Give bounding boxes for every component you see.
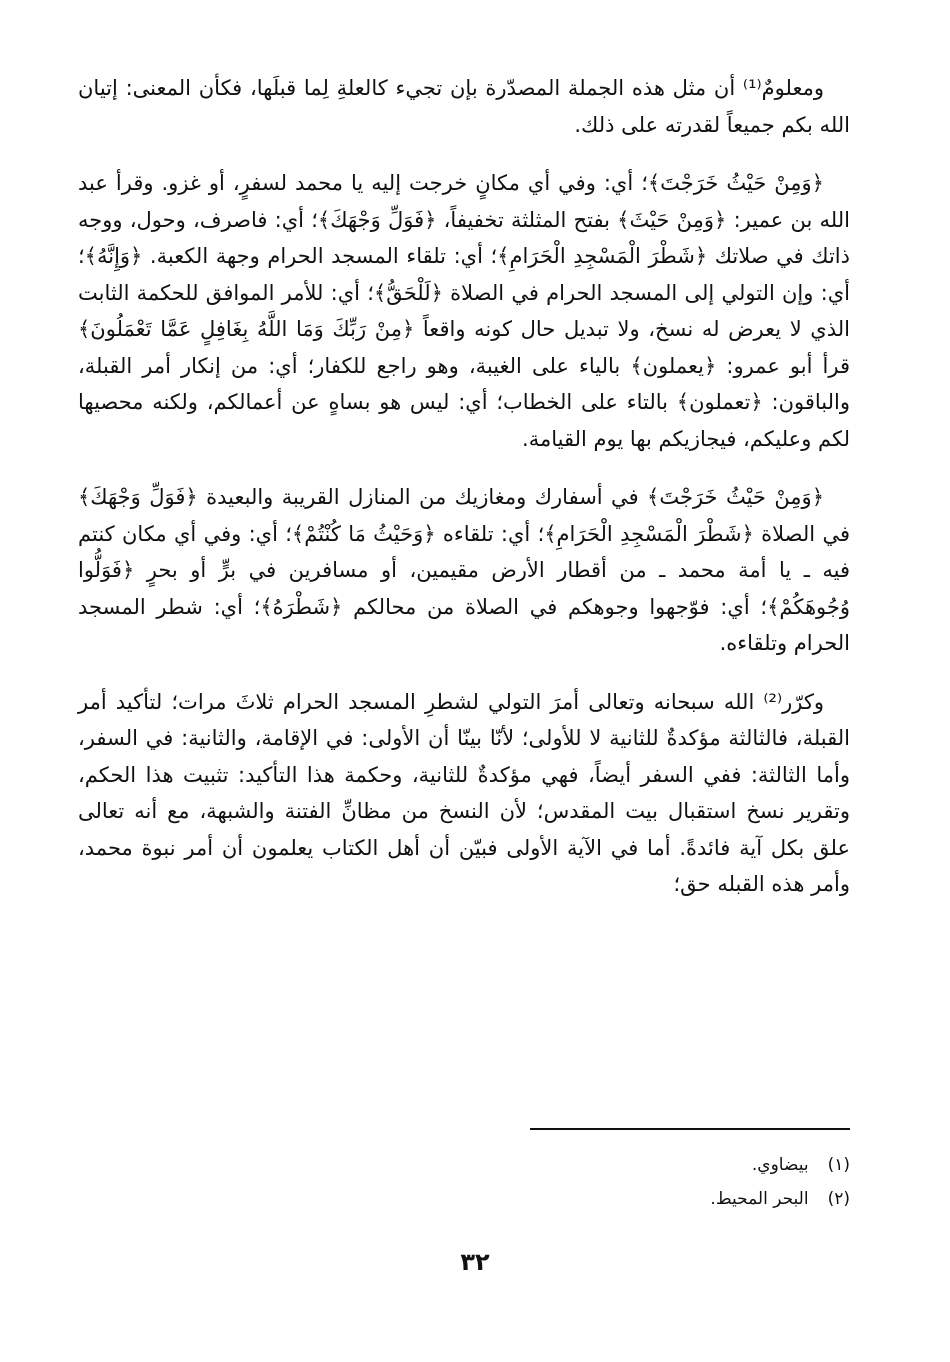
footnotes: [250, 1148, 850, 1216]
main-text: [78, 70, 850, 903]
footnote-number: (١): [827, 1155, 850, 1175]
footnote-text: بيضاوي.: [751, 1155, 809, 1175]
footnote-2: [250, 1182, 850, 1216]
paragraph-3: ﴿وَمِنْ حَيْثُ خَرَجْتَ﴾ في أسفارك ومغازيك من المنازل القريبة والبعيدة ﴿فَوَلِّ وَجْهَكَ﴾ في الصلاة ﴿شَطْرَ الْمَسْجِدِ الْحَرَامِ﴾؛ أي: تلقاءه ﴿وَحَيْثُ مَا كُنْتُمْ﴾؛ أي: وفي أي مكان كنتم فيه ـ يا أمة محمد ـ من أقطار الأرض مقيمين، أو مسافرين في برٍّ أو بحرٍ ﴿فَوَلُّوا وُجُوهَكُمْ﴾؛ أي: فوّجهوا وجوهكم في الصلاة من محالكم ﴿شَطْرَهُ﴾؛ أي: شطر المسجد الحرام وتلقاءه.: [78, 485, 850, 655]
footnote-text: البحر المحيط.: [710, 1189, 809, 1209]
footnote-separator: [530, 1128, 850, 1130]
footnote-1: [250, 1148, 850, 1182]
paragraph-1: ومعلومٌ⁽¹⁾ أن مثل هذه الجملة المصدّرة بإن تجيء كالعلةِ لِما قبلَها، فكأن المعنى: إتيان الله بكم جميعاً لقدرته على ذلك.: [78, 76, 850, 137]
paragraph-4: وكرّر⁽²⁾ الله سبحانه وتعالى أمرَ التولي لشطرِ المسجد الحرام ثلاثَ مرات؛ لتأكيد أمر القبلة، فالثالثة مؤكدةٌ للثانية لا للأولى؛ لأنّا بينّا أن الأولى: في الإقامة، والثانية: في السفر، وأما الثالثة: ففي السفر أيضاً، فهي مؤكدةٌ للثانية، وحكمة هذا التأكيد: تثبيت هذا الحكم، وتقرير نسخ استقبال بيت المقدس؛ لأن النسخ من مظانِّ الفتنة والشبهة، مع أنه تعالى علق بكل آية فائدةً. أما في الآية الأولى فبيّن أن أهل الكتاب يعلمون أن أمر نبوة محمد، وأمر هذه القبله حق؛: [78, 689, 850, 896]
page-number: ٣٢: [460, 1248, 490, 1276]
footnote-number: (٢): [827, 1189, 850, 1209]
paragraph-2: ﴿وَمِنْ حَيْثُ خَرَجْتَ﴾؛ أي: وفي أي مكانٍ خرجت إليه يا محمد لسفرٍ، أو غزو. وقرأ عبد الله بن عمير: ﴿وَمِنْ حَيْثَ﴾ بفتح المثلثة تخفيفاً، ﴿فَوَلِّ وَجْهَكَ﴾؛ أي: فاصرف، وحول، ووجه ذاتك في صلاتك ﴿شَطْرَ الْمَسْجِدِ الْحَرَامِ﴾؛ أي: تلقاء المسجد الحرام وجهة الكعبة. ﴿وَإِنَّهُ﴾؛ أي: وإن التولي إلى المسجد الحرام في الصلاة ﴿لَلْحَقُّ﴾؛ أي: للأمر الموافق للحكمة الثابت الذي لا يعرض له نسخ، ولا تبديل حال كونه واقعاً ﴿مِنْ رَبِّكَ وَمَا اللَّهُ بِغَافِلٍ عَمَّا تَعْمَلُونَ﴾ قرأ أبو عمرو: ﴿يعملون﴾ بالياء على الغيبة، وهو راجع للكفار؛ أي: من إنكار أمر القبلة، والباقون: ﴿تعملون﴾ بالتاء على الخطاب؛ أي: ليس هو بساهٍ عن أعمالكم، ولكنه محصيها لكم وعليكم، فيجازيكم بها يوم القيامة.: [78, 171, 850, 451]
